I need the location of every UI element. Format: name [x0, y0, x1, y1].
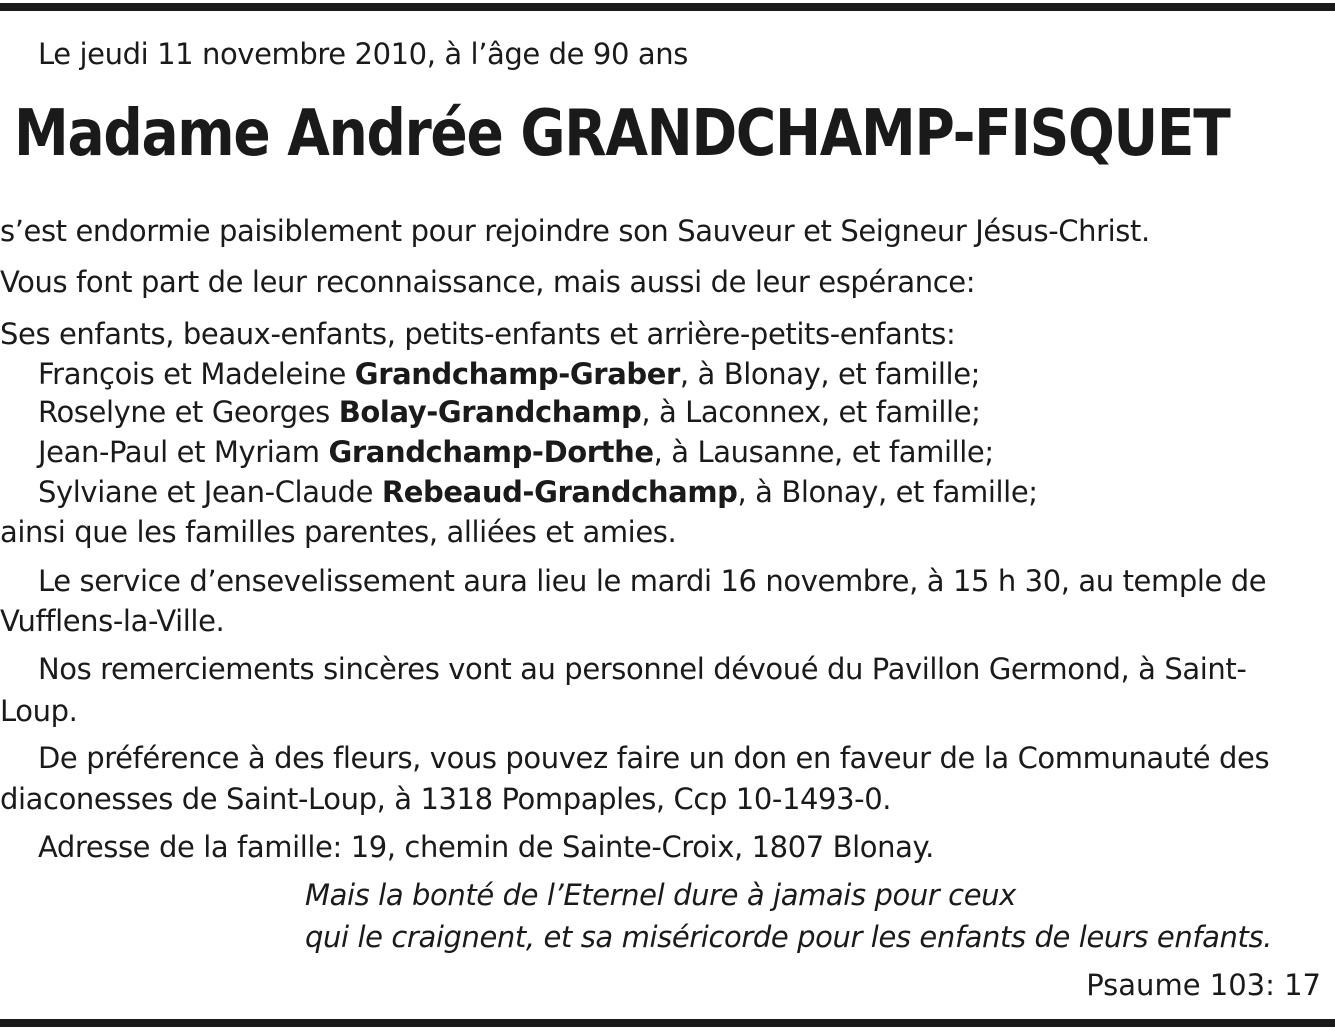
family-entry-place: , à Lausanne, et famille;	[653, 435, 994, 469]
family-entry-first-names: François et Madeleine	[38, 357, 355, 391]
service-line-2: Vufflens-la-Ville.	[0, 604, 225, 638]
deceased-name-heading: Madame Andrée GRANDCHAMP-FISQUET	[14, 97, 1230, 171]
date-line: Le jeudi 11 novembre 2010, à l’âge de 90 ans	[38, 37, 688, 71]
bottom-border-rule	[0, 1019, 1335, 1027]
family-entry	[38, 433, 994, 471]
donation-line-1: De préférence à des fleurs, vous pouvez faire un don en faveur de la Communauté des	[38, 741, 1270, 775]
verse-line-1: Mais la bonté de l’Eternel dure à jamais pour ceux	[305, 878, 1016, 912]
family-entry	[38, 355, 980, 393]
top-border-rule	[0, 3, 1335, 11]
family-entry-first-names: Jean-Paul et Myriam	[38, 435, 329, 469]
family-entry-first-names: Sylviane et Jean-Claude	[38, 475, 382, 509]
relatives-line: ainsi que les familles parentes, alliées et amies.	[0, 515, 677, 549]
body-line-1: s’est endormie paisiblement pour rejoindre son Sauveur et Seigneur Jésus-Christ.	[0, 214, 1150, 248]
family-entry	[38, 473, 1038, 511]
verse-reference: Psaume 103: 17	[1086, 968, 1321, 1002]
family-entry-surname: Bolay-Grandchamp	[338, 395, 642, 429]
family-entry-place: , à Laconnex, et famille;	[641, 395, 981, 429]
body-line-3: Ses enfants, beaux-enfants, petits-enfants et arrière-petits-enfants:	[0, 317, 956, 351]
donation-line-2: diaconesses de Saint-Loup, à 1318 Pompaples, Ccp 10-1493-0.	[0, 782, 892, 816]
family-address: Adresse de la famille: 19, chemin de Sainte-Croix, 1807 Blonay.	[38, 830, 934, 864]
verse-line-2: qui le craignent, et sa miséricorde pour les enfants de leurs enfants.	[305, 920, 1272, 954]
family-entry-place: , à Blonay, et famille;	[679, 357, 981, 391]
thanks-line-1: Nos remerciements sincères vont au personnel dévoué du Pavillon Germond, à Saint-	[38, 652, 1247, 686]
thanks-line-2: Loup.	[0, 694, 78, 728]
family-entry-surname: Grandchamp-Dorthe	[328, 435, 654, 469]
family-entry-first-names: Roselyne et Georges	[38, 395, 339, 429]
family-entry-surname: Grandchamp-Graber	[354, 357, 680, 391]
family-entry-place: , à Blonay, et famille;	[737, 475, 1038, 509]
family-entry	[38, 393, 981, 431]
family-entry-surname: Rebeaud-Grandchamp	[381, 475, 738, 509]
service-line-1: Le service d’ensevelissement aura lieu le mardi 16 novembre, à 15 h 30, au temple de	[38, 564, 1267, 598]
body-line-2: Vous font part de leur reconnaissance, mais aussi de leur espérance:	[0, 265, 976, 299]
